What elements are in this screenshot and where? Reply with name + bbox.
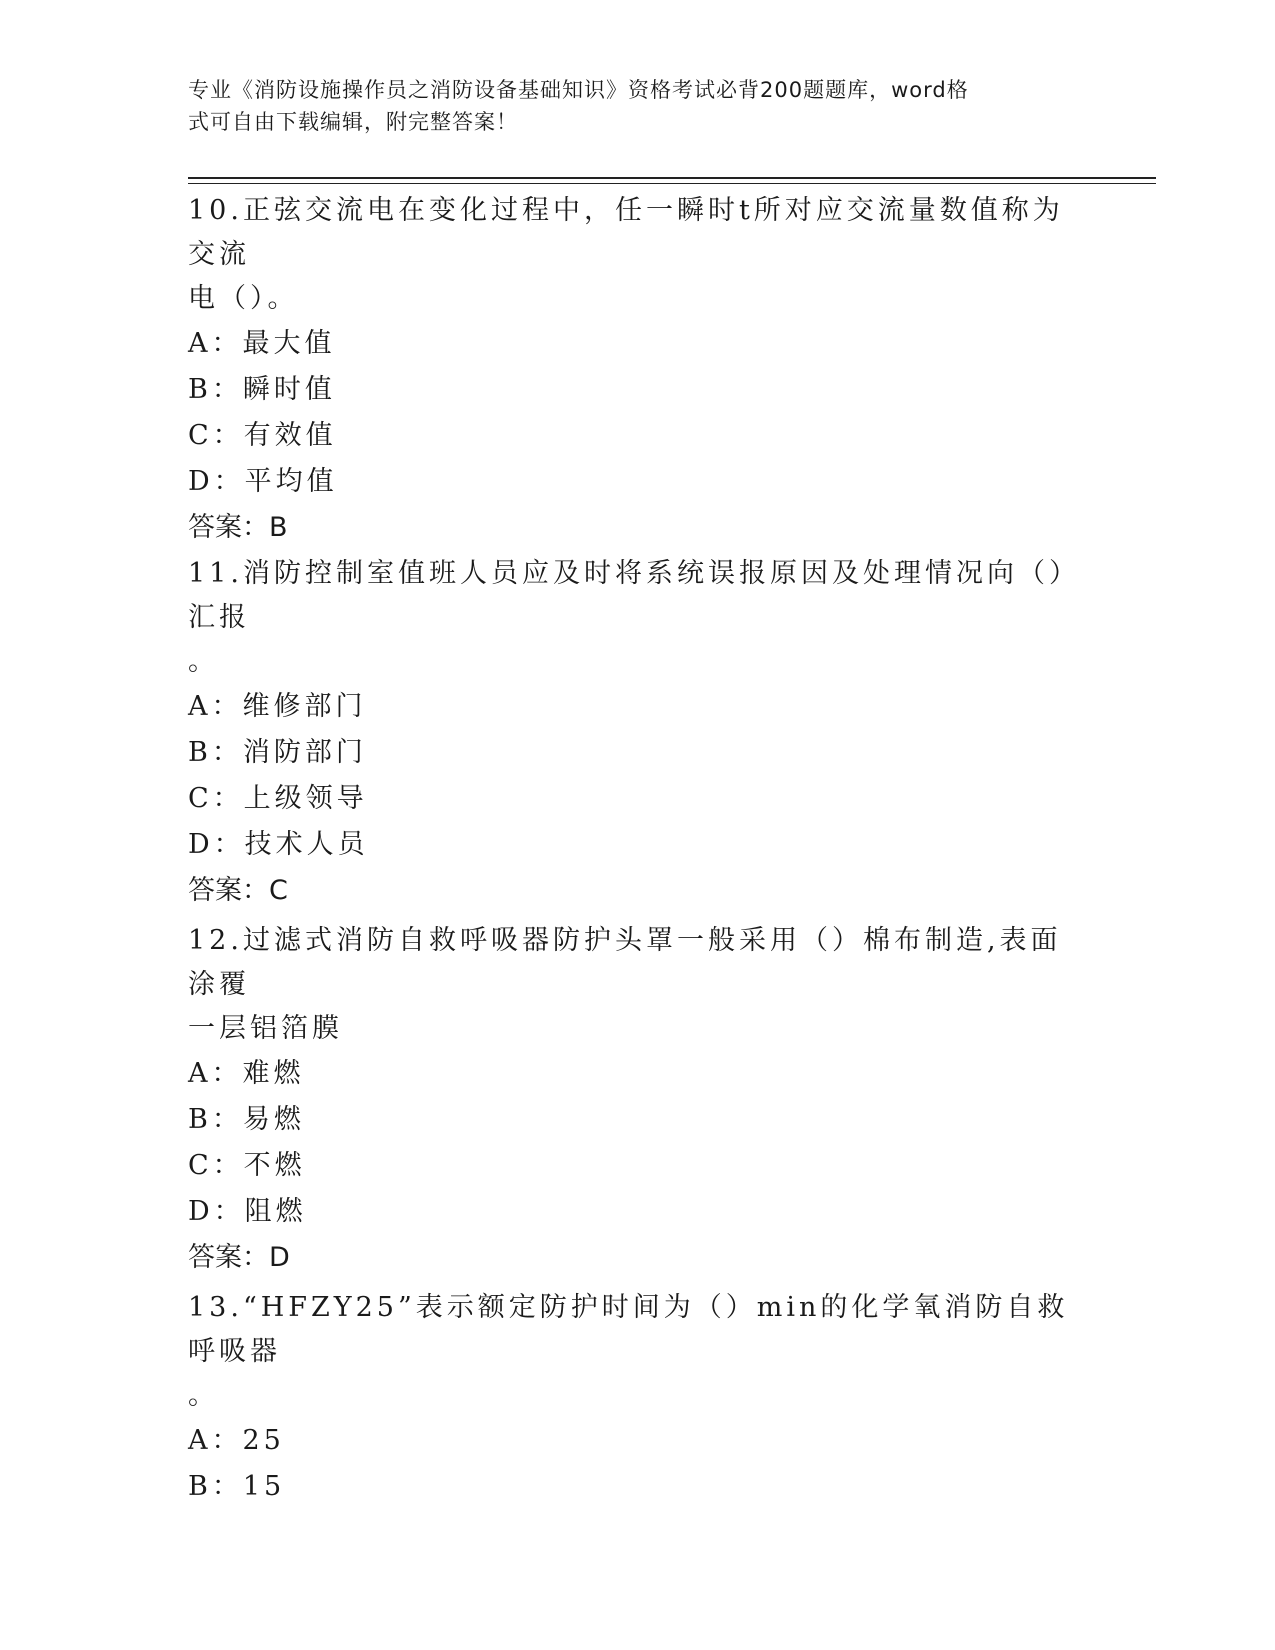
answer-line: 答案：C <box>188 875 288 906</box>
option-b: B：易燃 <box>188 1104 305 1135</box>
option-a: A：25 <box>188 1425 285 1456</box>
answer-line: 答案：D <box>188 1242 290 1273</box>
header-divider-thin <box>188 183 1156 184</box>
header-line-1: 专业《消防设施操作员之消防设备基础知识》资格考试必背200题题库，word格 <box>188 78 969 102</box>
question-text-line-1: 12.过滤式消防自救呼吸器防护头罩一般采用（）棉布制造,表面涂覆 <box>188 925 1062 1000</box>
option-a: A：维修部门 <box>188 691 367 722</box>
question-text-line-2: 。 <box>188 1380 219 1411</box>
question-block <box>188 1286 1088 1510</box>
option-c: C：有效值 <box>188 420 337 451</box>
answer-line: 答案：B <box>188 512 288 543</box>
question-text-line-1: 13.“HFZY25”表示额定防护时间为（）min的化学氧消防自救呼吸器 <box>188 1292 1069 1367</box>
question-text-line-2: 。 <box>188 646 219 677</box>
option-b: B：消防部门 <box>188 737 367 768</box>
question-text-line-2: 电（）。 <box>188 283 299 314</box>
question-text-line-2: 一层铝箔膜 <box>188 1013 343 1044</box>
question-text-line-1: 10.正弦交流电在变化过程中，任一瞬时t所对应交流量数值称为交流 <box>188 195 1064 270</box>
question-block <box>188 189 1088 551</box>
option-a: A：难燃 <box>188 1058 305 1089</box>
option-a: A：最大值 <box>188 328 336 359</box>
question-text-line-1: 11.消防控制室值班人员应及时将系统误报原因及处理情况向（）汇报 <box>188 558 1080 633</box>
question-block <box>188 919 1088 1281</box>
question-block <box>188 552 1088 914</box>
option-d: D：阻燃 <box>188 1196 307 1227</box>
header-line-2: 式可自由下载编辑，附完整答案！ <box>188 110 518 134</box>
option-b: B：15 <box>188 1471 286 1502</box>
option-b: B：瞬时值 <box>188 374 336 405</box>
option-c: C：不燃 <box>188 1150 306 1181</box>
option-d: D：平均值 <box>188 466 338 497</box>
header-divider-thick <box>188 177 1156 179</box>
option-c: C：上级领导 <box>188 783 368 814</box>
option-d: D：技术人员 <box>188 829 369 860</box>
document-header <box>188 74 1078 138</box>
